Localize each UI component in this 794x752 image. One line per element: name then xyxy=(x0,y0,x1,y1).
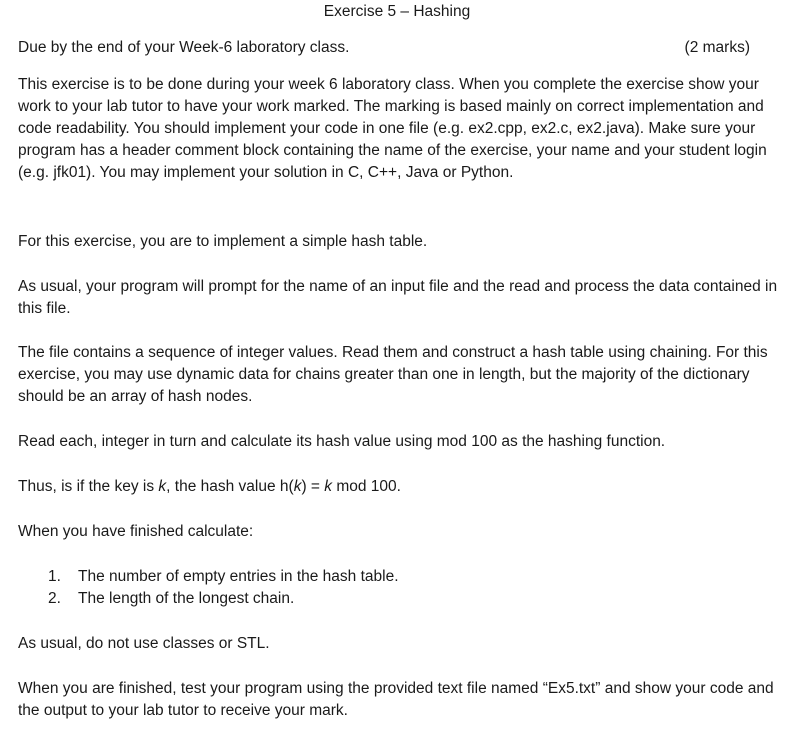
hash-function-paragraph: Read each, integer in turn and calculate its hash value using mod 100 as the hashing function. xyxy=(18,433,666,450)
intro-paragraph: This exercise is to be done during your week 6 laboratory class. When you complete the exercise show your work to your lab tutor to have your work marked. The marking is based mainly on correct implementation and code readability. You should implement your code in one file (e.g. ex2.cpp, ex2.c, ex2.java). Make sure your program has a header comment block containing the name of the exercise, your name and your student login (e.g. jfk01). You may implement your solution in C, C++, Java or Python. xyxy=(18,76,767,181)
input-paragraph: As usual, your program will prompt for the name of an input file and the read and process the data contained in this file. xyxy=(18,278,778,317)
task-paragraph: For this exercise, you are to implement a simple hash table. xyxy=(18,233,428,250)
list-item-text: The number of empty entries in the hash table. xyxy=(78,568,399,585)
key-text-4: mod 100. xyxy=(332,478,401,495)
file-description-paragraph: The file contains a sequence of integer values. Read them and construct a hash table using chaining. For this exercise, you may use dynamic data for chains greater than one in length, but the majority of the dictionary should be an array of hash nodes. xyxy=(18,344,768,405)
key-text-2: , the hash value h( xyxy=(166,478,294,495)
exercise-title: Exercise 5 – Hashing xyxy=(323,3,471,20)
key-text-1: Thus, is if the key is xyxy=(18,478,159,495)
marks-label: (2 marks) xyxy=(684,39,750,56)
list-item-number: 2. xyxy=(48,590,61,607)
hash-key-paragraph xyxy=(18,476,778,498)
list-item-text: The length of the longest chain. xyxy=(78,590,295,607)
due-date-text: Due by the end of your Week-6 laboratory class. xyxy=(18,39,350,56)
list-item xyxy=(18,566,399,588)
key-text-3: ) = xyxy=(301,478,325,495)
list-item-number: 1. xyxy=(48,568,61,585)
key-var-k-3: k xyxy=(324,478,333,495)
finish-paragraph: When you are finished, test your program using the provided text file named “Ex5.txt” and show your code and the output to your lab tutor to receive your mark. xyxy=(18,680,774,719)
calculate-paragraph: When you have finished calculate: xyxy=(18,523,254,540)
list-item xyxy=(18,588,399,610)
due-row xyxy=(18,38,750,58)
key-var-k-1: k xyxy=(158,478,167,495)
key-var-k-2: k xyxy=(293,478,302,495)
rules-paragraph: As usual, do not use classes or STL. xyxy=(18,635,270,652)
task-list xyxy=(18,566,399,610)
